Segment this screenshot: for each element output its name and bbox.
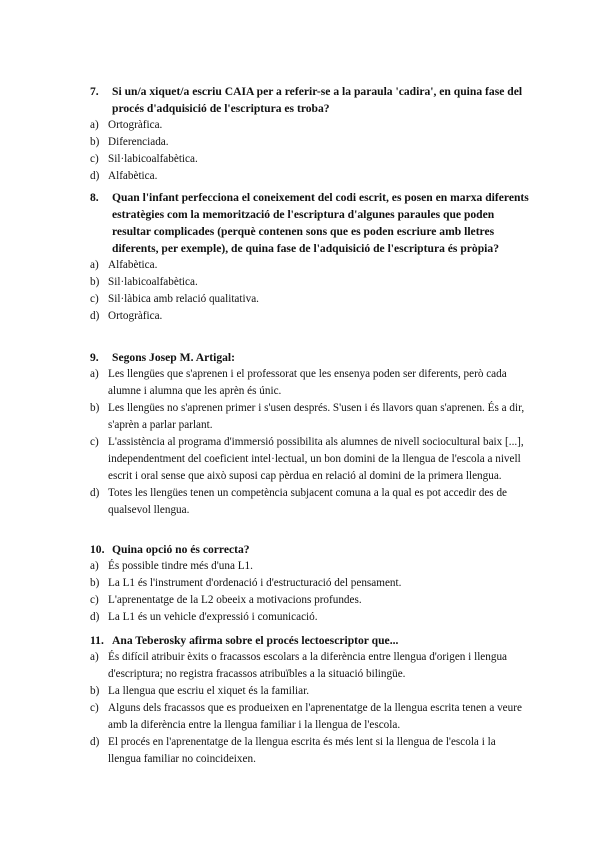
option	[90, 649, 530, 683]
question-8	[90, 189, 530, 325]
option	[90, 366, 530, 400]
option-text: Ortogràfica.	[108, 310, 163, 322]
option-text: L'assistència al programa d'immersió possibilita als alumnes de nivell sociocultural baix [...], independentment del coeficient intel·lectual, un bon domini de la llengua de l'escola a nivell escrit i oral sense que això suposi cap pèrdua en relació al domini de la primera llengua.	[108, 436, 524, 482]
option	[90, 609, 530, 626]
question-number: 9.	[90, 351, 99, 364]
option-letter: a)	[90, 259, 99, 271]
option-letter: a)	[90, 368, 99, 380]
option-text: La L1 és un vehicle d'expressió i comunicació.	[108, 611, 318, 623]
option-letter: d)	[90, 611, 100, 623]
option-letter: c)	[90, 594, 99, 606]
option-letter: a)	[90, 560, 99, 572]
option-letter: d)	[90, 170, 100, 182]
option-text: Les llengües no s'aprenen primer i s'usen després. S'usen i és llavors quan s'aprenen. És a dir, s'aprèn a parlar parlant.	[108, 402, 525, 431]
question-number: 7.	[90, 85, 99, 98]
option	[90, 400, 530, 434]
option	[90, 558, 530, 575]
option	[90, 485, 530, 519]
option-text: La L1 és l'instrument d'ordenació i d'estructuració del pensament.	[108, 577, 402, 589]
option-letter: b)	[90, 136, 100, 148]
option-letter: b)	[90, 276, 100, 288]
question-text: Quan l'infant perfecciona el coneixement del codi escrit, es posen en marxa diferents estratègies com la memorització de l'escriptura d'algunes paraules que poden resultar complicades (perquè contenen sons que es poden escriure amb lletres diferents, per exemple), de quina fase de l'adquisició de l'escriptura és pròpia?	[112, 191, 529, 255]
option-text: Totes les llengües tenen un competència subjacent comuna a la qual es pot accedir des de qualsevol llengua.	[108, 487, 508, 516]
question-9	[90, 349, 530, 519]
option	[90, 291, 530, 308]
option-letter: b)	[90, 577, 100, 589]
option	[90, 434, 530, 485]
option-text: Sil·labicoalfabètica.	[108, 276, 198, 288]
option-letter: b)	[90, 685, 100, 697]
option-letter: d)	[90, 487, 100, 499]
option-letter: c)	[90, 436, 99, 448]
option-text: Alfabètica.	[108, 259, 158, 271]
option	[90, 683, 530, 700]
option-text: És difícil atribuir èxits o fracassos escolars a la diferència entre llengua d'origen i llengua d'escriptura; no registra fracassos atribuïbles a la situació bilingüe.	[108, 651, 508, 680]
option-text: La llengua que escriu el xiquet és la familiar.	[108, 685, 309, 697]
option-letter: c)	[90, 702, 99, 714]
option	[90, 308, 530, 325]
option-text: L'aprenentatge de la L2 obeeix a motivacions profundes.	[108, 594, 362, 606]
question-text: Ana Teberosky afirma sobre el procés lectoescriptor que...	[112, 634, 399, 647]
option-letter: c)	[90, 293, 99, 305]
question-text: Quina opció no és correcta?	[112, 543, 250, 556]
option-letter: b)	[90, 402, 100, 414]
option-text: És possible tindre més d'una L1.	[108, 560, 253, 572]
question-number: 11.	[90, 634, 104, 647]
option	[90, 274, 530, 291]
question-text: Segons Josep M. Artigal:	[112, 351, 236, 364]
option	[90, 117, 530, 134]
option-text: El procés en l'aprenentatge de la llengua escrita és més lent si la llengua de l'escola i la llengua familiar no coincideixen.	[108, 736, 496, 765]
option-letter: a)	[90, 119, 99, 131]
option-text: Les llengües que s'aprenen i el professorat que les ensenya poden ser diferents, però cada alumne i alumna que les aprèn és únic.	[108, 368, 507, 397]
option-letter: d)	[90, 736, 100, 748]
option-letter: d)	[90, 310, 100, 322]
option-letter: c)	[90, 153, 99, 165]
option	[90, 734, 530, 768]
question-7	[90, 83, 530, 185]
question-number: 10.	[90, 543, 105, 556]
option-text: Alguns dels fracassos que es produeixen en l'aprenentatge de la llengua escrita tenen a veure amb la diferència entre la llengua familiar i la llengua de l'escola.	[108, 702, 522, 731]
option-text: Sil·làbica amb relació qualitativa.	[108, 293, 259, 305]
option-text: Sil·labicoalfabètica.	[108, 153, 198, 165]
question-number: 8.	[90, 191, 99, 204]
option	[90, 257, 530, 274]
option-text: Diferenciada.	[108, 136, 169, 148]
question-10	[90, 541, 530, 626]
option-text: Ortogràfica.	[108, 119, 163, 131]
option	[90, 134, 530, 151]
option-text: Alfabètica.	[108, 170, 158, 182]
option-letter: a)	[90, 651, 99, 663]
option	[90, 700, 530, 734]
option	[90, 575, 530, 592]
option	[90, 592, 530, 609]
option	[90, 168, 530, 185]
question-text: Si un/a xiquet/a escriu CAIA per a referir-se a la paraula 'cadira', en quina fase del procés d'adquisició de l'escriptura es troba?	[112, 85, 523, 115]
question-11	[90, 632, 530, 768]
option	[90, 151, 530, 168]
